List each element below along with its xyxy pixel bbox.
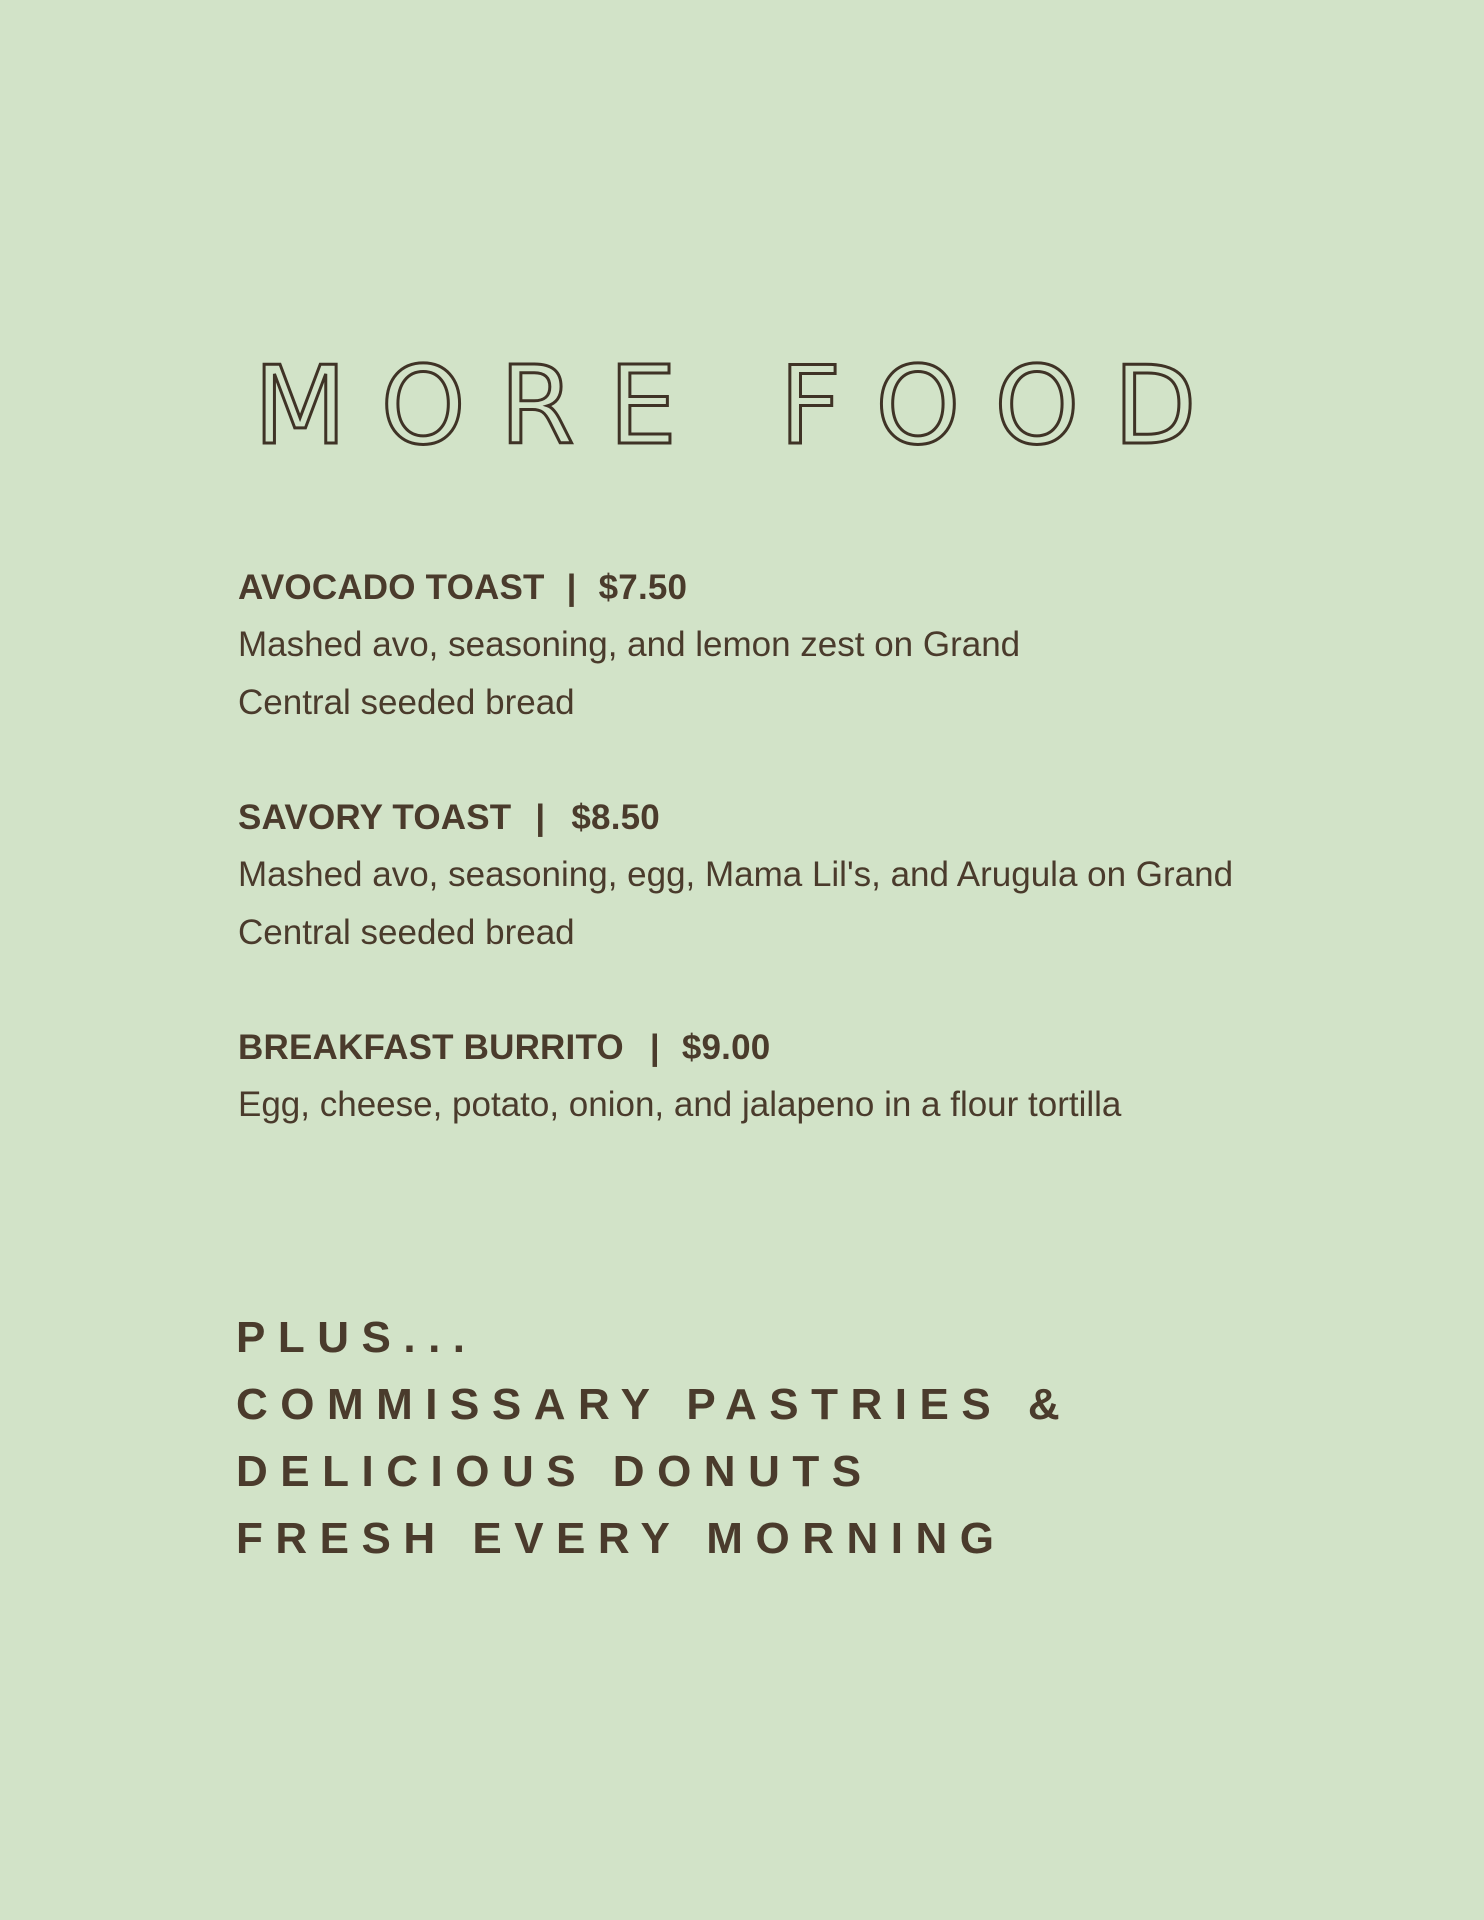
menu-item-header [238,560,1298,616]
menu-item-name: BREAKFAST BURRITO [238,1028,624,1067]
menu-item-separator: | [649,1028,660,1067]
menu-item-price: $8.50 [571,798,660,837]
menu-item-description: Mashed avo, seasoning, egg, Mama Lil's, and Arugula on Grand Central seeded bread [238,855,1234,952]
menu-item [238,1020,1298,1134]
page-title: MORE FOOD [253,344,1231,469]
menu-item-header [238,1020,1298,1076]
extras-line: FRESH EVERY MORNING [236,1514,1007,1563]
extras-line: DELICIOUS DONUTS [236,1447,874,1496]
extras-line: PLUS... [236,1313,478,1362]
menu-item-description: Mashed avo, seasoning, and lemon zest on Grand Central seeded bread [238,625,1021,722]
extras-line: COMMISSARY PASTRIES & [236,1380,1073,1429]
menu-item-list [238,560,1298,1192]
menu-item-separator: | [566,568,577,607]
menu-item-separator: | [535,798,546,837]
menu-item-description: Egg, cheese, potato, onion, and jalapeno in a flour tortilla [238,1085,1122,1124]
menu-item-name: AVOCADO TOAST [238,568,545,607]
extras-section [236,1304,1356,1572]
menu-item [238,790,1298,962]
menu-item-name: SAVORY TOAST [238,798,512,837]
menu-item [238,560,1298,732]
menu-item-header [238,790,1298,846]
menu-item-price: $7.50 [598,568,688,607]
menu-item-price: $9.00 [681,1028,771,1067]
